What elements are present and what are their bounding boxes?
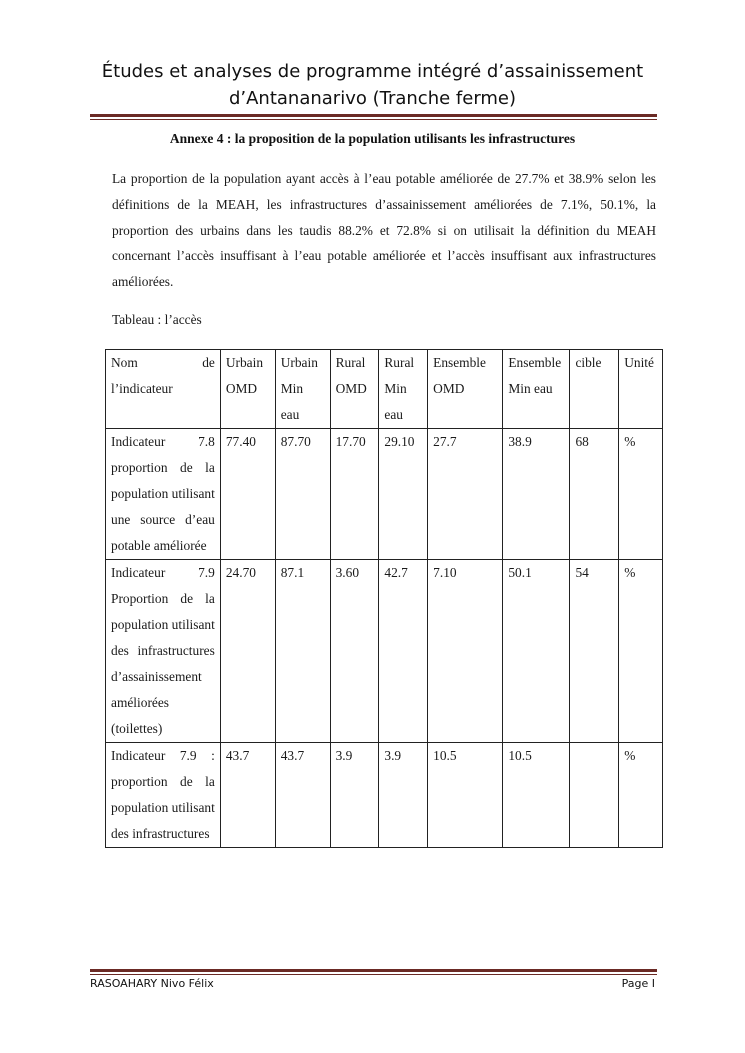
indicator-name-cell: Indicateur 7.8 proportion de la population utilisant une source d’eau potable améliorée [106,429,221,560]
table-cell: 3.60 [330,560,379,743]
table-row [106,560,663,743]
footer-author: RASOAHARY Nivo Félix [90,977,214,990]
header-cell-unite: Unité [619,350,663,429]
table-cell: 10.5 [428,743,503,848]
header-title-line-1: Études et analyses de programme intégré d’assainissement [101,61,644,82]
table-cell: 24.70 [220,560,275,743]
table-cell: 3.9 [379,743,428,848]
table-cell: 68 [570,429,619,560]
header-rule-thin [90,119,657,120]
table-cell: 54 [570,560,619,743]
header-cell-rural-omd: Rural OMD [330,350,379,429]
table-cell: 29.10 [379,429,428,560]
footer-page-number: Page I [621,977,655,990]
footer-rule-thin [90,974,657,975]
table-cell: % [619,429,663,560]
header-cell-ensemble-min-eau: Ensemble Min eau [503,350,570,429]
table-cell: 27.7 [428,429,503,560]
table-cell: 10.5 [503,743,570,848]
table-cell: % [619,743,663,848]
indicator-name-cell: Indicateur 7.9 : proportion de la population utilisant des infrastructures [106,743,221,848]
table-row [106,429,663,560]
document-header-title [0,58,745,112]
table-cell: 42.7 [379,560,428,743]
footer-rule-thick [90,969,657,972]
table-cell: 17.70 [330,429,379,560]
header-cell-urbain-min-eau: Urbain Min eau [275,350,330,429]
table-cell: 38.9 [503,429,570,560]
table-cell: 7.10 [428,560,503,743]
table-cell [570,743,619,848]
header-cell-cible: cible [570,350,619,429]
indicator-name-cell: Indicateur 7.9 Proportion de la population utilisant des infrastructures d’assainissement améliorées (toilettes) [106,560,221,743]
table-cell: 50.1 [503,560,570,743]
access-table [105,349,663,848]
table-cell: % [619,560,663,743]
header-cell-ensemble-omd: Ensemble OMD [428,350,503,429]
table-row [106,743,663,848]
table-cell: 87.70 [275,429,330,560]
table-cell: 3.9 [330,743,379,848]
header-cell-rural-min-eau: Rural Min eau [379,350,428,429]
annex-title: Annexe 4 : la proposition de la population utilisants les infrastructures [169,131,576,146]
table-cell: 43.7 [275,743,330,848]
table-header-row [106,350,663,429]
table-cell: 77.40 [220,429,275,560]
header-rule-thick [90,114,657,117]
header-cell-name: Nom de l’indicateur [106,350,221,429]
table-caption: Tableau : l’accès [112,312,202,327]
header-title-line-2: d’Antananarivo (Tranche ferme) [228,88,517,109]
intro-paragraph: La proportion de la population ayant accès à l’eau potable améliorée de 27.7% et 38.9% selon les définitions de la MEAH, les infrastructures d’assainissement améliorées de 7.1%, 50.1%, la proportion des urbains dans les taudis 88.2% et 72.8% si on utilisait la définition du MEAH concernant l’accès insuffisant à l’eau potable améliorée et l’accès insuffisant aux infrastructures améliorées. [112,171,656,290]
table-cell: 87.1 [275,560,330,743]
header-cell-urbain-omd: Urbain OMD [220,350,275,429]
table-cell: 43.7 [220,743,275,848]
